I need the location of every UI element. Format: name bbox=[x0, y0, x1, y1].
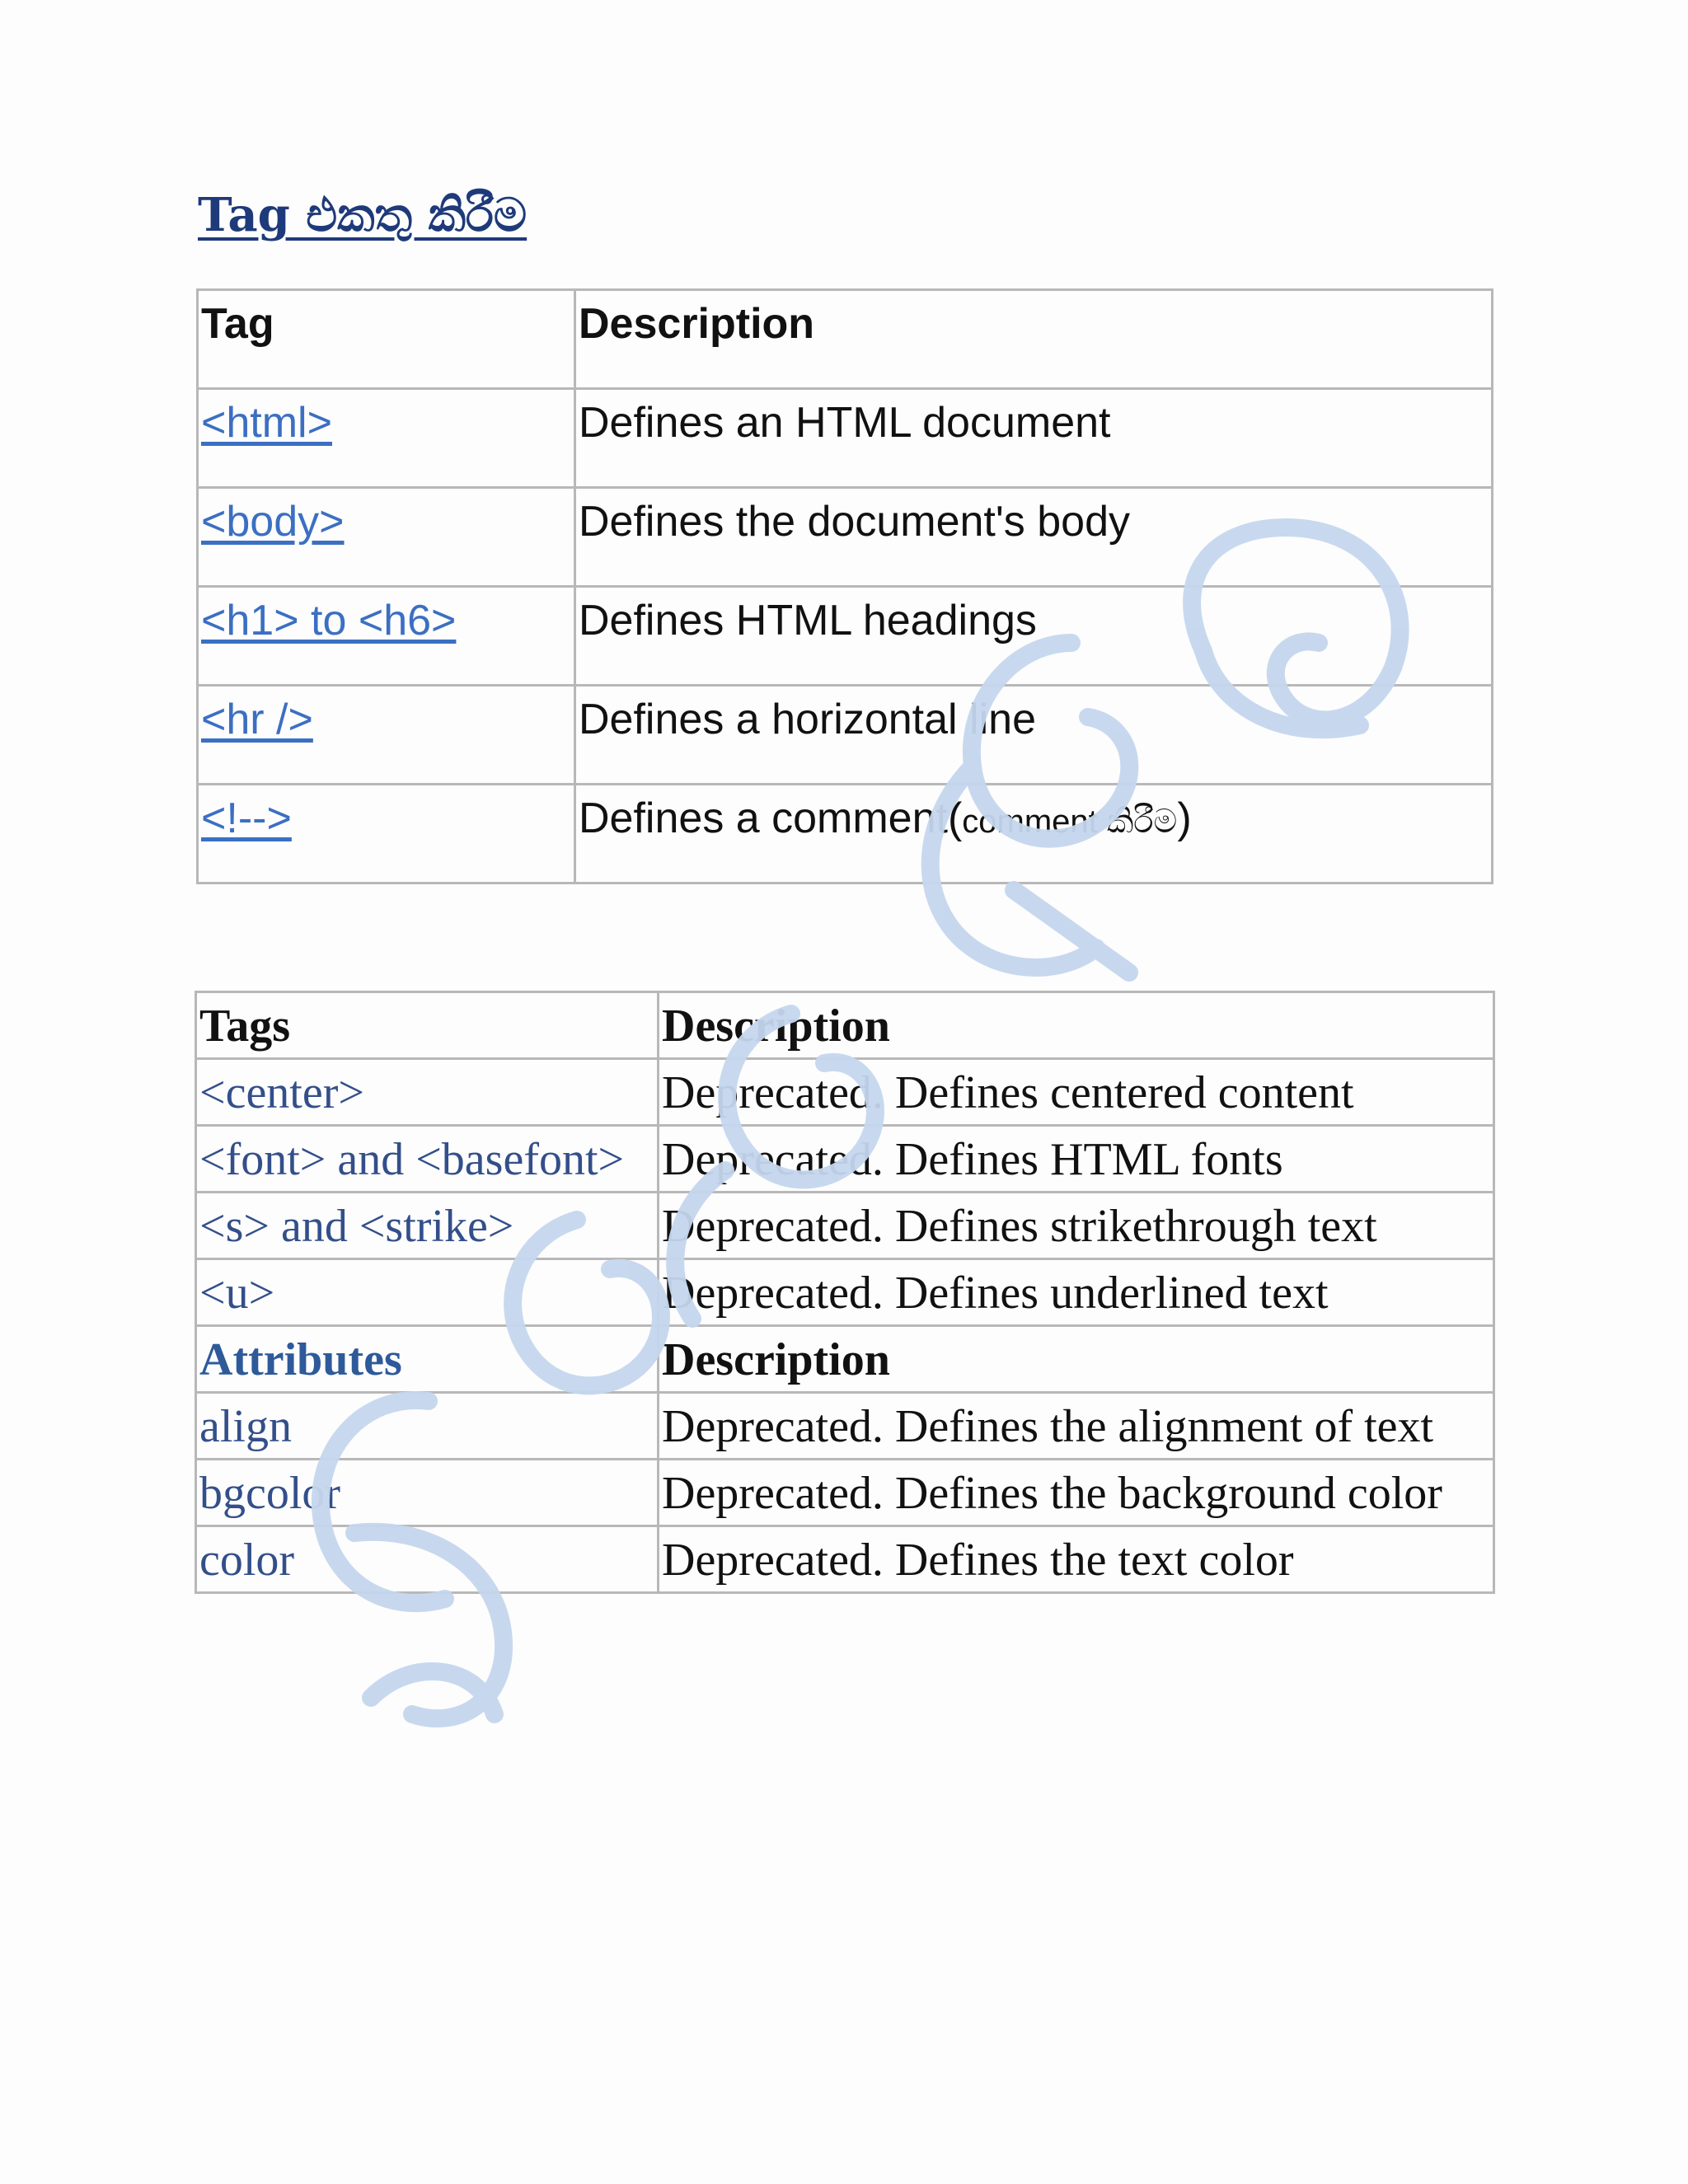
tag-cell: <u> bbox=[196, 1259, 659, 1326]
description-cell: Deprecated. Defines strikethrough text bbox=[659, 1193, 1494, 1259]
description-text: Defines a comment( bbox=[579, 794, 963, 842]
description-cell: Deprecated. Defines underlined text bbox=[659, 1259, 1494, 1326]
table-row bbox=[196, 1193, 1494, 1259]
tag-cell: <center> bbox=[196, 1059, 659, 1126]
table-row bbox=[196, 1526, 1494, 1593]
description-cell: Deprecated. Defines the text color bbox=[659, 1526, 1494, 1593]
table-row bbox=[196, 1259, 1494, 1326]
attr-cell: color bbox=[196, 1526, 659, 1593]
description-end: ) bbox=[1177, 794, 1192, 842]
description-cell: Deprecated. Defines HTML fonts bbox=[659, 1126, 1494, 1193]
table-row bbox=[196, 1460, 1494, 1526]
description-note: comment කිරීම bbox=[962, 804, 1178, 840]
attr-cell: bgcolor bbox=[196, 1460, 659, 1526]
tag-link-html[interactable]: <html> bbox=[201, 399, 332, 447]
table-header-row bbox=[196, 992, 1494, 1059]
table-header-row bbox=[198, 290, 1493, 389]
attr-cell: align bbox=[196, 1393, 659, 1460]
tag-table bbox=[196, 288, 1493, 884]
description-cell: Deprecated. Defines the alignment of text bbox=[659, 1393, 1494, 1460]
table-row bbox=[196, 1059, 1494, 1126]
table-row bbox=[196, 1393, 1494, 1460]
tag-link-body[interactable]: <body> bbox=[201, 498, 345, 546]
header-description: Description bbox=[659, 1326, 1494, 1393]
description-cell: Defines HTML headings bbox=[575, 587, 1493, 686]
tag-link-comment[interactable]: <!--> bbox=[201, 794, 292, 842]
tag-link-hr[interactable]: <hr /> bbox=[201, 696, 313, 743]
header-tag: Tag bbox=[198, 290, 575, 389]
deprecated-table bbox=[195, 991, 1495, 1594]
description-cell: Defines a horizontal line bbox=[575, 686, 1493, 785]
description-cell: Defines an HTML document bbox=[575, 389, 1493, 488]
header-tags: Tags bbox=[196, 992, 659, 1059]
tag-link-headings[interactable]: <h1> to <h6> bbox=[201, 597, 457, 644]
tag-cell: <font> and <basefont> bbox=[196, 1126, 659, 1193]
table-row bbox=[198, 488, 1493, 587]
description-cell bbox=[575, 785, 1493, 883]
tag-cell: <s> and <strike> bbox=[196, 1193, 659, 1259]
description-cell: Deprecated. Defines the background color bbox=[659, 1460, 1494, 1526]
header-attributes: Attributes bbox=[196, 1326, 659, 1393]
table-row bbox=[198, 686, 1493, 785]
table-row bbox=[198, 785, 1493, 883]
attributes-header-row bbox=[196, 1326, 1494, 1393]
header-description: Description bbox=[659, 992, 1494, 1059]
page-title: Tag එකතු කිරීම bbox=[198, 188, 528, 242]
table-row bbox=[198, 587, 1493, 686]
header-description: Description bbox=[575, 290, 1493, 389]
table-row bbox=[198, 389, 1493, 488]
table-row bbox=[196, 1126, 1494, 1193]
description-cell: Deprecated. Defines centered content bbox=[659, 1059, 1494, 1126]
description-cell: Defines the document's body bbox=[575, 488, 1493, 587]
